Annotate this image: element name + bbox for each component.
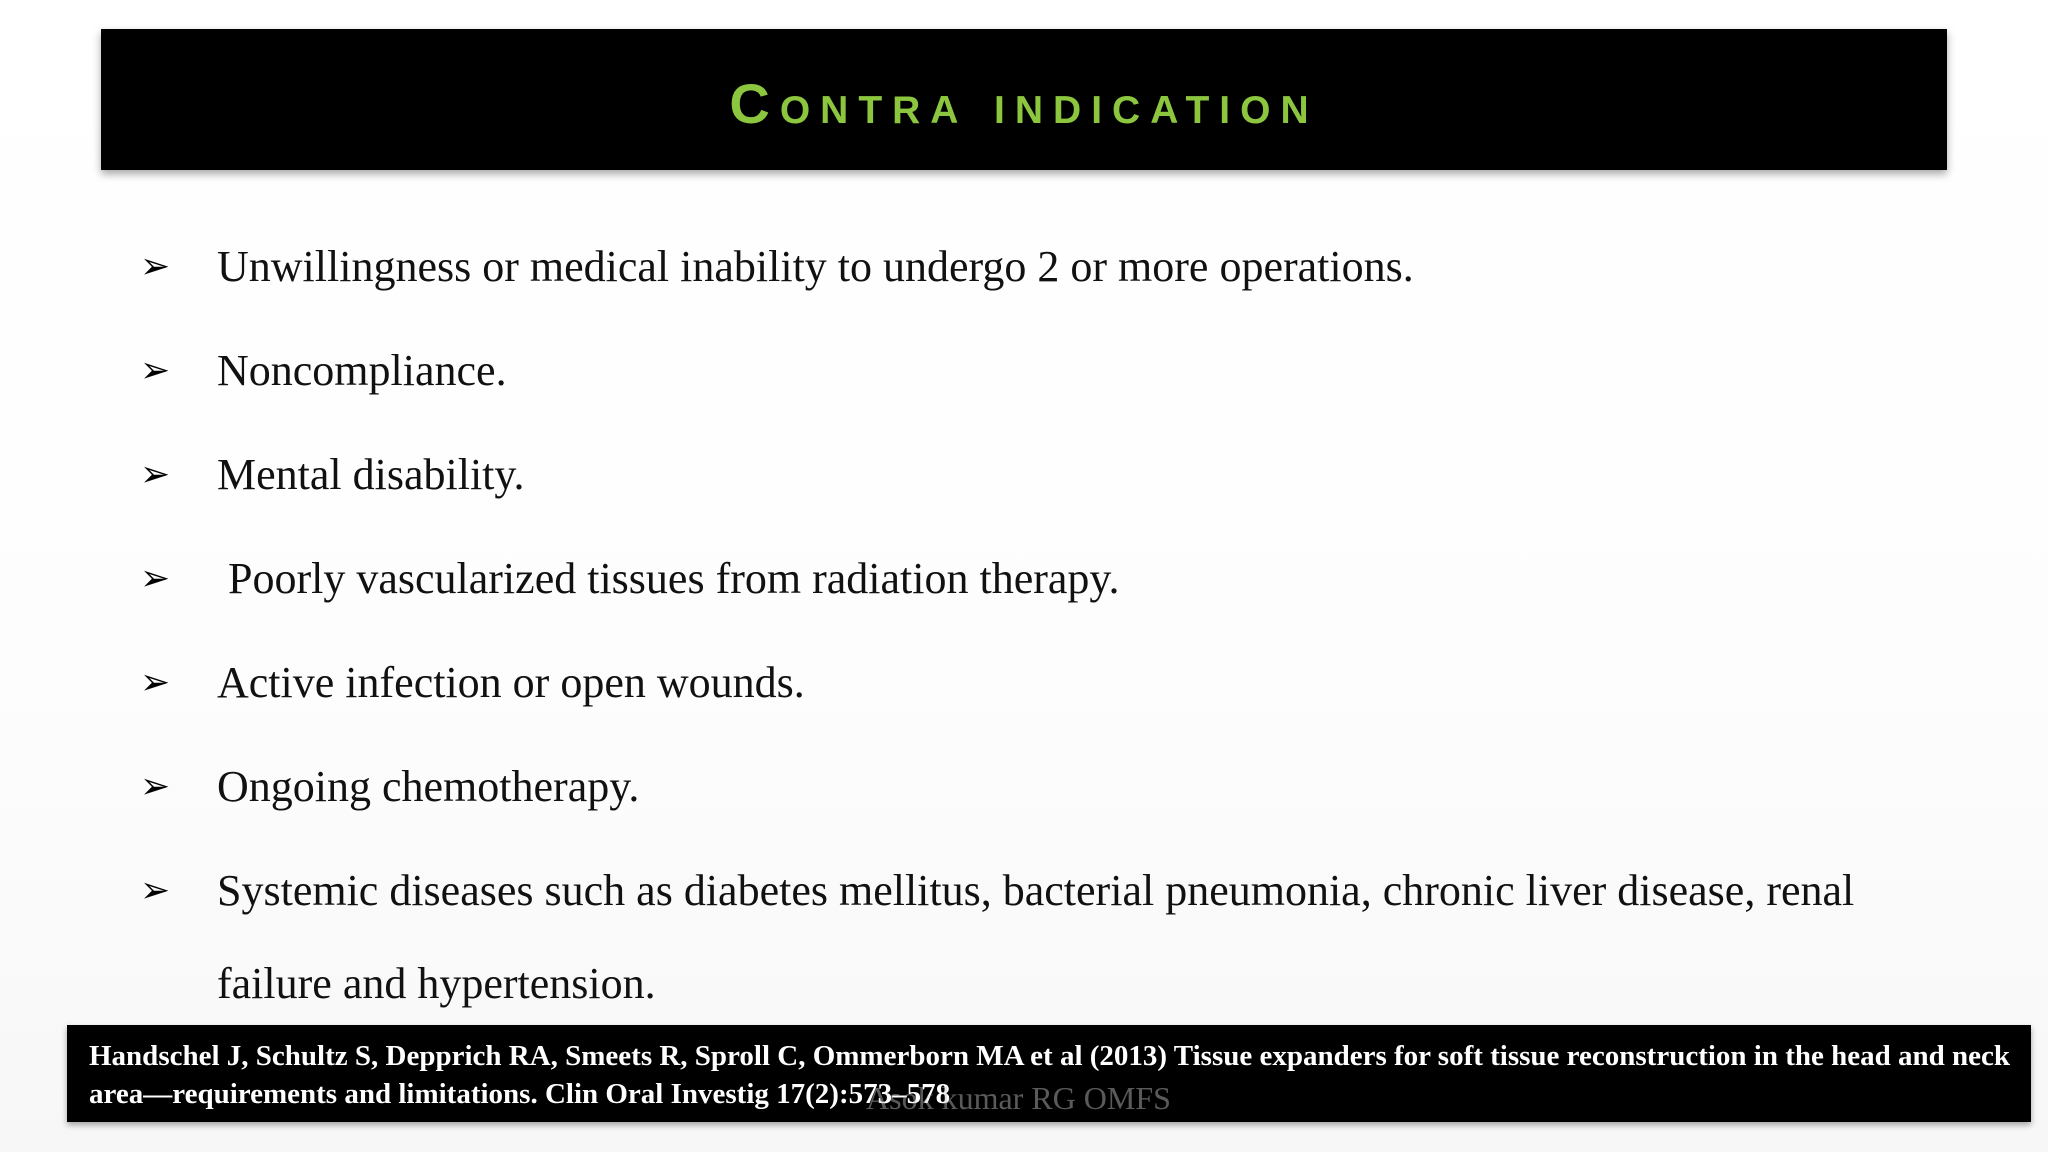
title-bar — [101, 29, 1947, 170]
bullet-text: Noncompliance. — [217, 346, 507, 395]
arrowhead-bullet-icon: ➢ — [140, 766, 171, 807]
slide-title: Contra indication — [729, 72, 1319, 135]
arrowhead-bullet-icon: ➢ — [140, 558, 171, 599]
arrowhead-bullet-icon: ➢ — [140, 662, 171, 703]
bullet-item — [140, 220, 1940, 313]
bullet-text: Mental disability. — [217, 450, 525, 499]
reference-citation: Handschel J, Schultz S, Depprich RA, Smeets R, Sproll C, Ommerborn MA et al (2013) Tissue expanders for soft tissue reconstruction in the head and neck area—requirements and limitations. Clin Oral Investig 17(2):573–578 — [89, 1040, 2011, 1110]
bullet-text: Ongoing chemotherapy. — [217, 762, 640, 811]
arrowhead-bullet-icon: ➢ — [140, 350, 171, 391]
bullet-item — [140, 324, 1940, 417]
bullet-item — [140, 740, 1940, 833]
watermark: Asok kumar RG OMFS — [866, 1080, 1171, 1116]
bullet-text: Active infection or open wounds. — [217, 658, 805, 707]
bullet-item — [140, 636, 1940, 729]
arrowhead-bullet-icon: ➢ — [140, 246, 171, 287]
arrowhead-bullet-icon: ➢ — [140, 454, 171, 495]
bullet-text: Unwillingness or medical inability to undergo 2 or more operations. — [217, 242, 1414, 291]
arrowhead-bullet-icon: ➢ — [140, 870, 171, 911]
bullet-item — [140, 428, 1940, 521]
bullet-item — [140, 532, 1940, 625]
bullet-item — [140, 844, 1940, 1030]
bullet-list — [140, 220, 1940, 1041]
bullet-text: Poorly vascularized tissues from radiation therapy. — [217, 554, 1120, 603]
bullet-text: Systemic diseases such as diabetes mellitus, bacterial pneumonia, chronic liver disease, renal failure and hypertension. — [217, 866, 1855, 1008]
